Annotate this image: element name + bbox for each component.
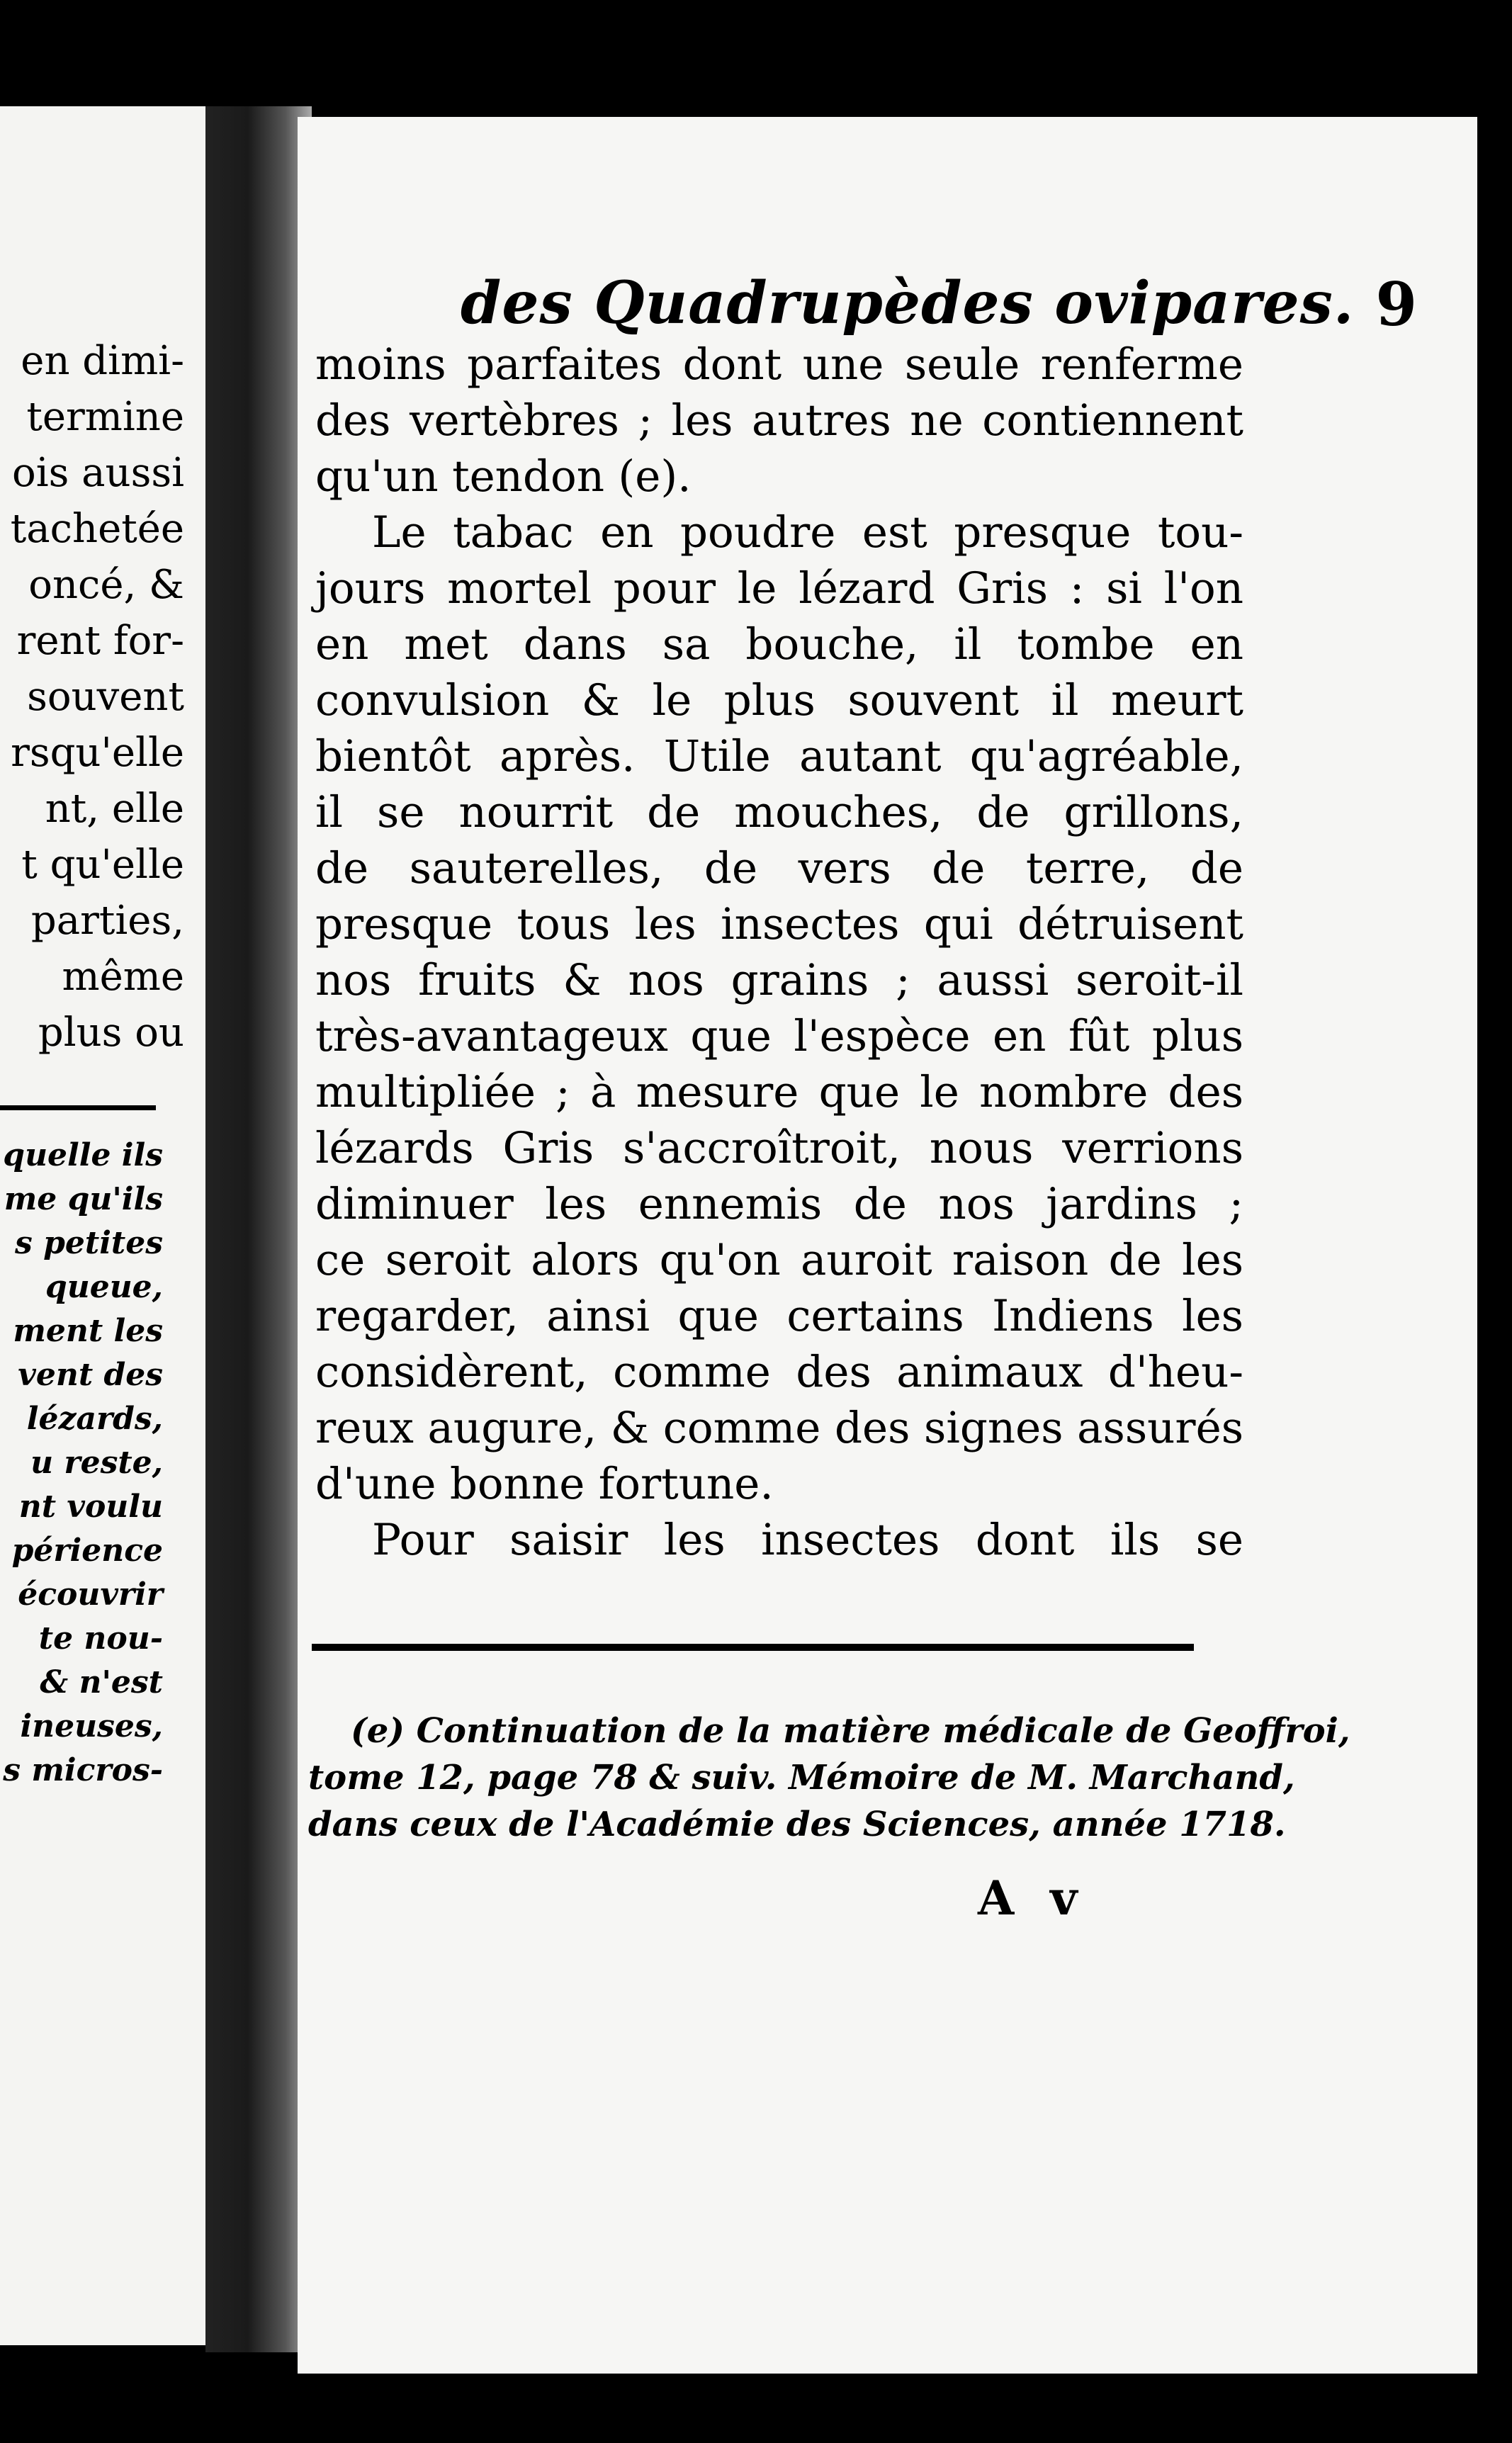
left-note-line: périence	[11, 1533, 163, 1569]
left-text-line: même	[62, 954, 184, 1000]
left-text-line: termine	[26, 394, 184, 440]
signature-mark: A v	[978, 1871, 1088, 1926]
body-line: en met dans sa bouche, il tombe en	[315, 619, 1243, 670]
book-gutter	[205, 106, 312, 2352]
left-note-line: ineuses,	[20, 1708, 163, 1744]
left-text-line: en dimi-	[21, 338, 184, 384]
footnote-line: tome 12, page 78 & suiv. Mémoire de M. Marchand,	[308, 1758, 1295, 1798]
left-note-line: u reste,	[30, 1445, 163, 1481]
left-footnote-rule	[0, 1105, 156, 1110]
footnote-rule	[312, 1644, 1194, 1651]
left-text-line: nt, elle	[45, 786, 184, 832]
body-line: ce seroit alors qu'on auroit raison de les	[315, 1235, 1243, 1285]
body-line: qu'un tendon (e).	[315, 451, 692, 502]
body-line: Pour saisir les insectes dont ils se	[372, 1515, 1243, 1565]
left-note-line: lézards,	[26, 1401, 163, 1437]
body-line: d'une bonne fortune.	[315, 1459, 774, 1509]
body-line: des vertèbres ; les autres ne contiennent	[315, 395, 1243, 446]
left-note-line: me qu'ils	[4, 1181, 163, 1217]
left-note-line: ment les	[13, 1313, 163, 1349]
left-text-line: ois aussi	[11, 450, 184, 496]
left-text-line: plus ou	[38, 1010, 184, 1056]
page-number: 9	[1375, 269, 1417, 339]
left-text-line: tachetée	[10, 506, 184, 552]
body-line: jours mortel pour le lézard Gris : si l'on	[315, 563, 1243, 614]
body-line: il se nourrit de mouches, de grillons,	[315, 787, 1243, 837]
body-line: très-avantageux que l'espèce en fût plus	[315, 1011, 1243, 1061]
left-text-line: parties,	[30, 898, 184, 944]
left-note-line: nt voulu	[18, 1489, 163, 1525]
left-text-line: souvent	[27, 674, 184, 720]
body-line: nos fruits & nos grains ; aussi seroit-il	[315, 955, 1243, 1005]
body-line: multipliée ; à mesure que le nombre des	[315, 1067, 1243, 1117]
right-page	[298, 117, 1477, 2374]
left-note-line: écouvrir	[18, 1576, 163, 1613]
body-line: Le tabac en poudre est presque tou-	[372, 507, 1243, 558]
left-note-line: queue,	[45, 1269, 163, 1305]
left-text-line: rent for-	[16, 618, 184, 664]
body-text	[315, 337, 1243, 1568]
body-line: bientôt après. Utile autant qu'agréable,	[315, 731, 1243, 782]
running-title: des Quadrupèdes ovipares.	[461, 269, 1355, 337]
body-line: regarder, ainsi que certains Indiens les	[315, 1291, 1243, 1341]
left-note-line: te nou-	[38, 1620, 163, 1657]
body-line: lézards Gris s'accroîtroit, nous verrions	[315, 1123, 1243, 1173]
left-text-line: rsqu'elle	[11, 730, 184, 776]
left-note-line: & n'est	[40, 1664, 163, 1700]
left-note-line: vent des	[18, 1357, 163, 1393]
body-line: diminuer les ennemis de nos jardins ;	[315, 1179, 1243, 1229]
left-note-line: s micros-	[3, 1752, 163, 1788]
left-page-footnotes	[0, 1134, 241, 1793]
body-line: moins parfaites dont une seule renferme	[315, 339, 1243, 390]
footnote-line: (e) Continuation de la matière médicale de Geoffroi,	[351, 1711, 1350, 1751]
left-note-line: quelle ils	[3, 1137, 163, 1173]
body-line: considèrent, comme des animaux d'heu-	[315, 1347, 1243, 1397]
body-line: convulsion & le plus souvent il meurt	[315, 675, 1243, 726]
left-text-line: t qu'elle	[21, 842, 184, 888]
body-line: de sauterelles, de vers de terre, de	[315, 843, 1243, 893]
body-line: presque tous les insectes qui détruisent	[315, 899, 1243, 949]
footnote	[308, 1708, 1350, 1848]
body-line: reux augure, & comme des signes assurés	[315, 1403, 1243, 1453]
left-page-text	[0, 333, 241, 1061]
left-note-line: s petites	[15, 1225, 163, 1261]
left-text-line: oncé, &	[28, 562, 184, 608]
footnote-line: dans ceux de l'Académie des Sciences, année 1718.	[308, 1805, 1286, 1844]
